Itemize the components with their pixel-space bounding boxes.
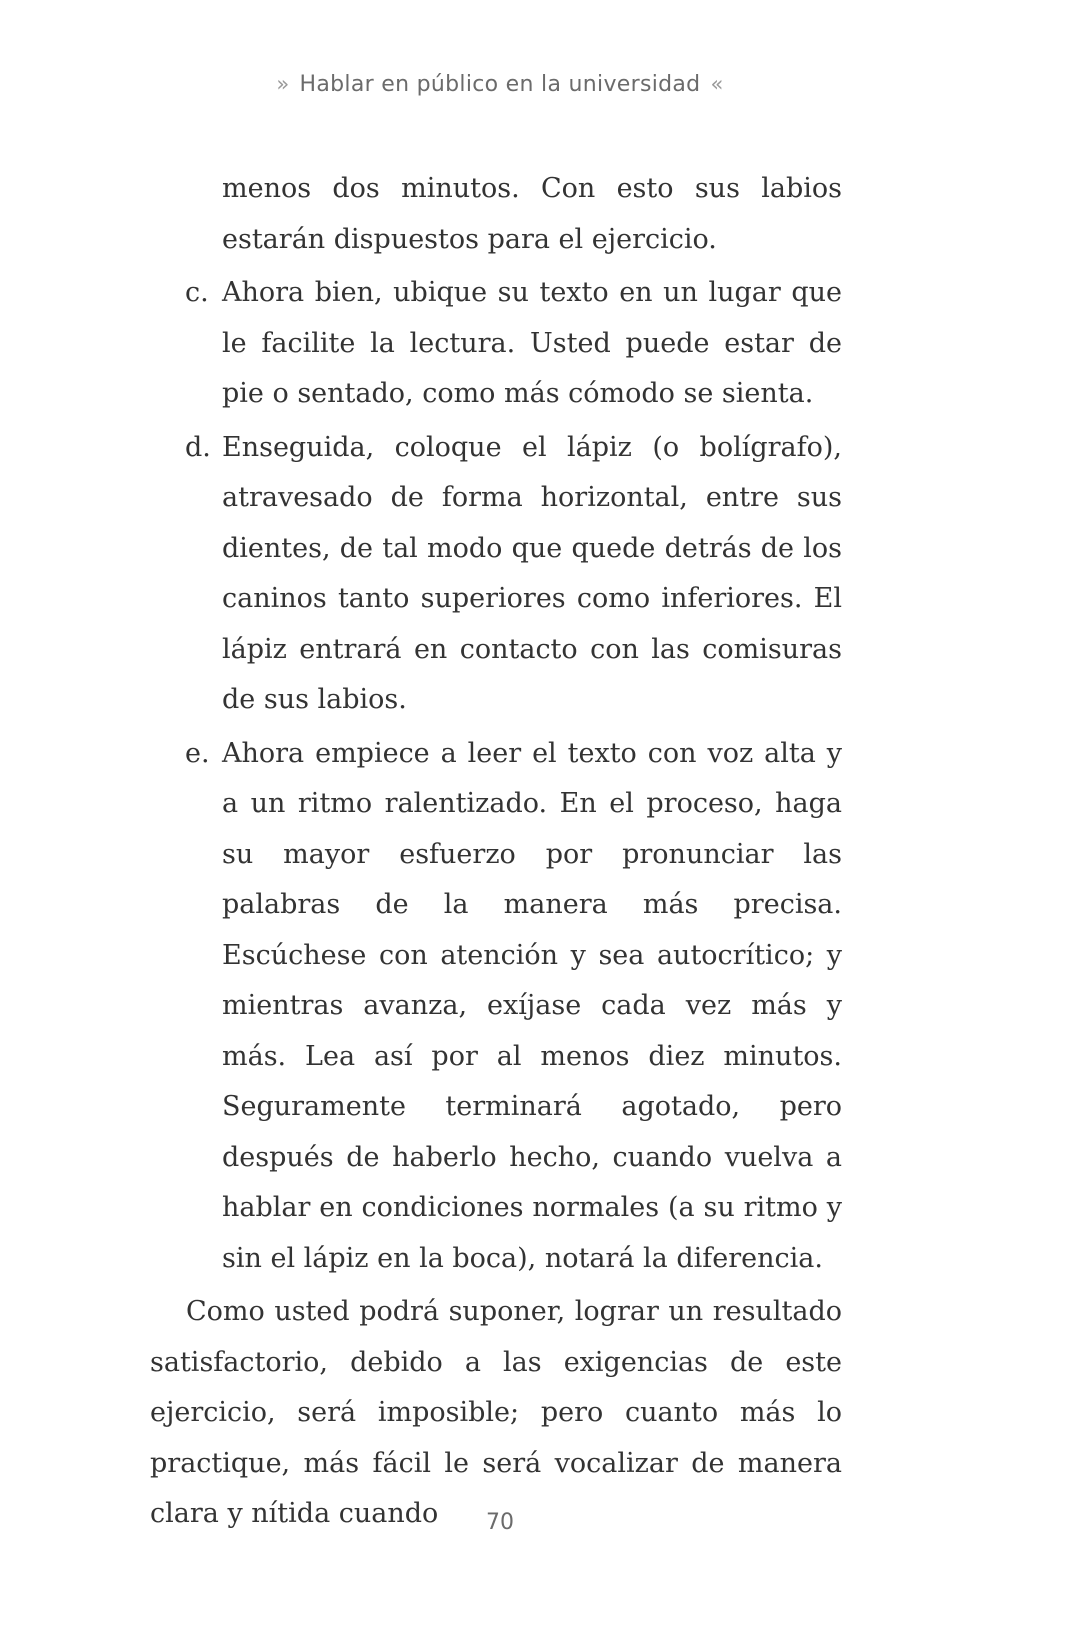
page-body [150, 164, 842, 1540]
list-item-c [150, 268, 842, 420]
left-guillemet: » [276, 72, 290, 96]
list-item-text: Enseguida, coloque el lápiz (o bolígrafo), atravesado de forma horizontal, entre sus dientes, de tal modo que quede detrás de los caninos tanto superiores como inferiores. El lápiz entrará en contacto con las comisuras de sus labios. [222, 431, 842, 715]
right-guillemet: « [710, 72, 724, 96]
list-item-e [150, 729, 842, 1285]
list-item-text: Ahora bien, ubique su texto en un lugar que le facilite la lectura. Usted puede estar de pie o sentado, como más cómodo se sienta. [222, 277, 842, 409]
list-item-letter: d. [185, 431, 211, 463]
list-item-letter: e. [185, 737, 210, 769]
list-item-text: Ahora empiece a leer el texto con voz alta y a un ritmo ralentizado. En el proceso, haga su mayor esfuerzo por pronunciar las palabras de la manera más precisa. Escúchese con atención y sea autocrítico; y mientras avanza, exíjase cada vez más y más. Lea así por al menos diez minutos. Seguramente terminará agotado, pero después de haberlo hecho, cuando vuelva a hablar en condiciones normales (a su ritmo y sin el lápiz en la boca), notará la diferencia. [222, 737, 842, 1274]
running-head [0, 72, 1000, 97]
closing-paragraph: Como usted podrá suponer, lograr un resultado satisfactorio, debido a las exigencias de este ejercicio, será imposible; pero cuanto más lo practique, más fácil le será vocalizar de manera clara y nítida cuando [150, 1296, 842, 1529]
running-head-title: Hablar en público en la universidad [299, 72, 701, 97]
page-number: 70 [486, 1510, 514, 1535]
continued-item-text: menos dos minutos. Con esto sus labios estarán dispuestos para el ejercicio. [222, 173, 842, 255]
list-item-letter: c. [185, 277, 209, 308]
list-item-d [150, 423, 842, 726]
